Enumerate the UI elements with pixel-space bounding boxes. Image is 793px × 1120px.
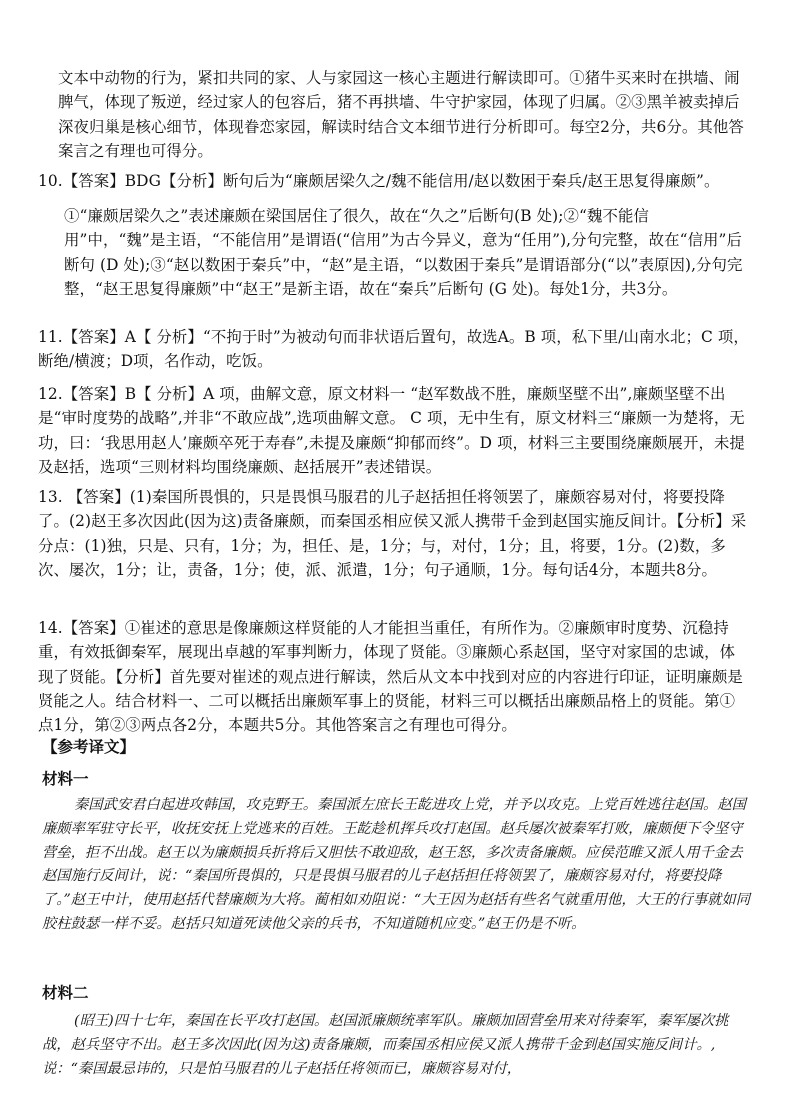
answer-13: 13. 【答案】(1)秦国所畏惧的，只是畏惧马服君的儿子赵括担任将领罢了，廉颇容易对付，将要投降了。(2)赵王多次因此(因为这)责备廉颇，而秦国丞相应侯又派人携带千金到赵国实施反间计。【分析】采分点：(1)独，只是、只有，1分；为，担任、是，1分；与，对付，1分；且，将要，1分。(2)数，多次、屡次，1分；让，责备，1分；使，派、派遣，1分；句子通顺，1分。每句话4分，本题共8分。: [38, 488, 747, 579]
intro-paragraph: 文本中动物的行为，紧扣共同的家、人与家园这一核心主题进行解读即可。①猪牛买来时在拱墙、闹脾气，体现了叛逆，经过家人的包容后，猪不再拱墙、牛守护家园，体现了归属。②③黑羊被卖掉后深夜归巢是核心细节，体现眷恋家园，解读时结合文本细节进行分析即可。每空2分，共6分。其他答案言之有理也可得分。: [58, 69, 744, 160]
material-2-text: (昭王)四十七年，秦国在长平攻打赵国。赵国派廉颇统率军队。廉颇加固营垒用来对待秦军，秦军屡次挑战，赵兵坚守不出。赵王多次因此(因为这)责备廉颇，而秦国丞相应侯又派人携带千金到赵国实施反间计。,说：“秦国最忌讳的，只是怕马服君的儿子赵括任将领而已，廉颇容易对付，: [42, 1013, 729, 1077]
material-1-text: 秦国武安君白起进攻韩国，攻克野王。秦国派左庶长王龁进攻上党，并予以攻克。上党百姓逃往赵国。赵国廉颇率军驻守长平，收抚安抚上党逃来的百姓。王龁趁机挥兵攻打赵国。赵兵屡次被秦军打败，廉颇便下令坚守营垒，拒不出战。赵王以为廉颇损兵折将后又胆怯不敢迎敌，赵王怒，多次责备廉颇。应侯范睢又派人用千金去赵国施行反间计，说：“秦国所畏惧的，只是畏惧马服君的儿子赵括担任将领罢了，廉颇容易对付，将要投降了。”赵王中计，使用赵括代替廉颇为大将。蔺相如劝阻说：“大王因为赵括有些名气就重用他，大王的行事就如同胶柱鼓瑟一样不妥。赵括只知道死读他父亲的兵书，不知道随机应变。”赵王仍是不听。: [42, 797, 751, 932]
material-1-title: 材料一: [42, 770, 89, 788]
answer-10-detail: ①“廉颇居梁久之”表述廉颇在梁国居住了很久，故在“久之”后断句(B 处);②“魏不能信用”中，“魏”是主语，“不能信用”是谓语(“信用”为古今异义，意为“任用”),分句完整，故在“信用”后断句 (D 处);③“赵以数困于秦兵”中，“赵”是主语，“以数困于秦兵”是谓语部分(“以”表原因),分句完整，“赵王思复得廉颇”中“赵王”是新主语，故在“秦兵”后断句 (G 处)。每处1分，共3分。: [64, 207, 743, 298]
answer-10-main: 10.【答案】BDG【分析】断句后为“廉颇居梁久之/魏不能信用/赵以数困于秦兵/赵王思复得廉颇”。: [38, 172, 720, 190]
translation-heading: 【参考译文】: [42, 738, 136, 756]
answer-14: 14.【答案】①崔述的意思是像廉颇这样贤能的人才能担当重任，有所作为。②廉颇审时度势、沉稳持重，有效抵御秦军，展现出卓越的军事判断力，体现了贤能。③廉颇心系赵国，坚守对家国的忠诚，体现了贤能。【分析】首先要对崔述的观点进行解读，然后从文本中找到对应的内容进行印证，证明廉颇是贤能之人。结合材料一、二可以概括出廉颇军事上的贤能，材料三可以概括出廉颇品格上的贤能。第①点1分，第②③两点各2分，本题共5分。其他答案言之有理也可得分。: [38, 619, 743, 735]
answer-11: 11.【答案】A【 分析】“不拘于时”为被动句而非状语后置句，故选A。B 项，私下里/山南水北；C 项，断绝/横渡；D项，名作动，吃饭。: [38, 328, 749, 371]
material-2-title: 材料二: [42, 984, 89, 1002]
answer-12: 12.【答案】B【 分析】A 项，曲解文意，原文材料一 “赵军数战不胜，廉颇坚壁不出”,廉颇坚壁不出是“审时度势的战略”,并非“不敢应战”,选项曲解文意。 C 项，无中生有，原文材料三“廉颇一为楚将，无功，曰：‘我思用赵人’廉颇卒死于寿春”,未提及廉颇“抑郁而终”。D 项，材料三主要围绕廉颇展开，未提及赵括，选项“三则材料均围绕廉颇、赵括展开”表述错误。: [38, 385, 745, 476]
